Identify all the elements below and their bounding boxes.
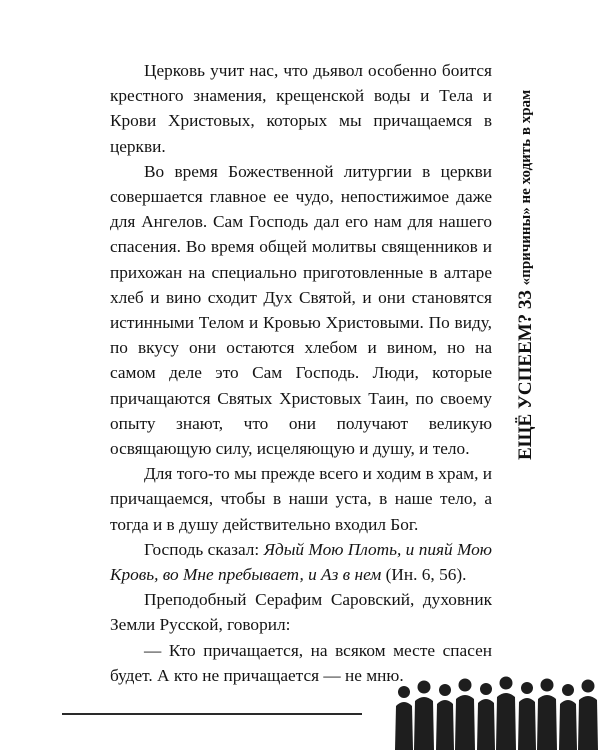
side-title-main: ЕЩЁ УСПЕЕМ? 33 (515, 290, 536, 460)
side-running-title (508, 30, 543, 460)
quote-lead: Господь сказал: (144, 539, 260, 559)
person-silhouette (496, 677, 516, 750)
person-silhouette (537, 679, 557, 750)
side-title-subtitle: «причины» не ходить в храм (518, 89, 534, 286)
person-silhouette (414, 681, 434, 750)
paragraph-4 (110, 537, 492, 587)
paragraph-3: Для того-то мы прежде всего и ходим в храм, и причащаемся, чтобы в наши уста, в наше тело, а тогда и в душу действительно входил Бог. (110, 464, 492, 534)
paragraph-1: Церковь учит нас, что дьявол особенно боится крестного знамения, крещенской воды и Тела и Крови Христовых, которых мы причащаемся в церкви. (110, 61, 492, 156)
person-silhouette (455, 679, 475, 750)
person-silhouette (518, 682, 536, 750)
scripture-quote: Ядый Мою Плоть, и пияй Мою Кровь, во Мне пребывает, и Аз в нем (110, 539, 492, 585)
people-silhouettes (392, 676, 600, 750)
paragraph-2: Во время Божественной литургии в церкви совершается главное ее чудо, непостижимое даже для Ангелов. Сам Господь дал его нам для нашего спасения. Во время общей молитвы священников и прихожан на специально приготовленные в алтаре хлеб и вино сходит Дух Святой, и они становятся истинными Телом и Кровью Христовыми. По виду, по вкусу они остаются хлебом и вином, но на самом деле это Сам Господь. Люди, которые причащаются Святых Христовых Таин, по своему опыту знают, что они получают великую освящающую силу, исцеляющую и душу, и тело. (110, 161, 492, 459)
person-silhouette (436, 684, 454, 750)
paragraph-6: — Кто причащается, на всяком месте спасен будет. А кто не причащается — не мню. (110, 640, 492, 685)
person-silhouette (578, 680, 598, 750)
person-silhouette (559, 684, 577, 750)
paragraph-5: Преподобный Серафим Саровский, духовник Земли Русской, говорил: (110, 590, 492, 635)
page-body (110, 58, 492, 688)
person-silhouette (395, 686, 413, 750)
scripture-reference: (Ин. 6, 56). (385, 565, 467, 585)
footer-rule (62, 713, 362, 715)
person-silhouette (477, 683, 495, 750)
